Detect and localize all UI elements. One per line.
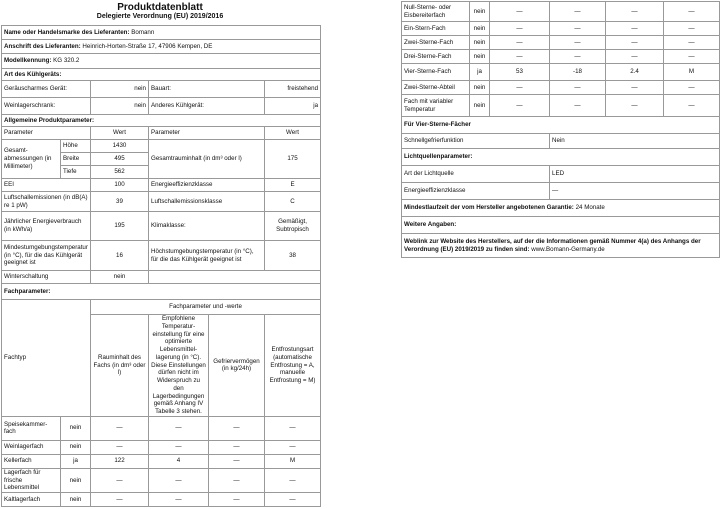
compartment-present: nein [470,36,490,50]
compartment-present: nein [470,2,490,22]
compartment-volume: — [490,50,550,64]
model-value: KG 320.2 [53,57,80,65]
left-compartments [2,416,321,506]
compartment-present: nein [470,95,490,117]
compartment-heading: Fachparameter: [2,284,321,300]
left-compartment-row [2,454,321,468]
warranty-label: Mindestlaufzeit der vom Hersteller angebotenen Garantie: [404,204,574,212]
compartment-freeze: — [606,95,664,117]
left-compartment-row [2,468,321,492]
weblink-label: Weblink zur Website des Herstellers, auf der die Informationen gemäß Nummer 4(a) des Anhangs der Verordnung (EU) 2019/2019 zu finden sind: [404,237,701,253]
warranty-value: 24 Monate [575,204,605,212]
min-temp-label: Mindestumgebungstemperatur (in °C), für die das Kühlgerät geeignet ist [2,241,91,271]
wine-other-row [2,98,321,115]
annual-label: Jährlicher Energieverbrauch (in kWh/a) [2,212,91,241]
compartment-defrost: — [664,81,720,95]
compartment-defrost: — [664,50,720,64]
compartment-params-row [2,300,321,315]
compartment-present: nein [61,493,91,507]
height-label: Höhe [61,140,91,153]
compartment-volume: — [490,2,550,22]
compartment-defrost: — [664,22,720,36]
warranty-row [402,200,720,217]
quiet-label: Geräuscharmes Gerät: [2,81,91,98]
compartment-freeze: — [209,493,265,507]
compartment-freeze: — [606,50,664,64]
compartment-temp: — [149,440,209,454]
eei-value: 100 [91,179,149,192]
left-compartment-row [2,440,321,454]
compartment-freeze: — [209,416,265,440]
width-label: Breite [61,153,91,166]
right-compartment-row [402,36,720,50]
compartment-temp: — [550,95,606,117]
fast-freeze-row [402,134,720,149]
light-class-row [402,183,720,200]
compartment-present: nein [470,50,490,64]
address-value: Heinrich-Horten-Straße 17, 47906 Kempen, DE [82,42,213,50]
compartment-present: ja [470,64,490,81]
supplier-value: Bomann [131,28,155,36]
compartment-temp: — [550,50,606,64]
compartment-name: Kaltlagerfach [2,493,61,507]
width-value: 495 [91,153,149,166]
right-compartment-row [402,95,720,117]
compartment-temp: — [149,416,209,440]
col-freeze-header: Gefriervermögen (in kg/24h) [209,315,265,417]
fast-freeze-value: Nein [550,134,720,149]
compartment-name: Lagerfach für frische Lebensmittel [2,468,61,492]
compartment-defrost: M [265,454,321,468]
compartment-name: Vier-Sterne-Fach [402,64,470,81]
fridge-type-heading: Art des Kühlgeräts: [2,69,321,81]
compartment-volume: — [91,468,149,492]
compartment-temp: — [550,36,606,50]
compartment-defrost: — [265,468,321,492]
compartment-volume: — [91,493,149,507]
compartment-name: Fach mit variabler Temperatur [402,95,470,117]
noise-label: Luftschallemissionen (in dB(A) re 1 pW) [2,192,91,212]
depth-label: Tiefe [61,166,91,179]
compartment-defrost: M [664,64,720,81]
left-compartment-row [2,416,321,440]
light-heading-row [402,149,720,166]
min-temp-value: 16 [91,241,149,271]
col-defrost-header: Entfrostungsart (automatische Entfrostung = A, manuelle Entfrostung = M) [265,315,321,417]
supplier-row [2,26,321,40]
param-header-left: Parameter [2,127,91,140]
wine-label: Weinlagerschrank: [2,98,91,115]
compartment-params-label: Fachparameter und -werte [91,300,321,315]
compartment-temp: — [550,2,606,22]
param-header-row [2,127,321,140]
fast-freeze-label: Schnellgefrierfunktion [402,134,550,149]
address-label: Anschrift des Lieferanten: [4,42,81,50]
compartment-freeze: — [606,2,664,22]
further-heading-row [402,217,720,234]
compartment-temp: — [149,468,209,492]
compartment-temp: 4 [149,454,209,468]
further-heading: Weitere Angaben: [402,217,720,234]
compartment-present: nein [61,416,91,440]
weblink-row [402,234,720,258]
compartment-name: Weinlagerfach [2,440,61,454]
winter-row [2,271,321,284]
compartment-volume: — [490,95,550,117]
compartment-freeze: — [209,468,265,492]
max-temp-value: 38 [265,241,321,271]
right-compartment-row [402,64,720,81]
compartment-volume: — [91,416,149,440]
compartment-volume: 122 [91,454,149,468]
compartment-defrost: — [265,440,321,454]
compartment-present: nein [61,440,91,454]
compartment-present: ja [61,454,91,468]
compartment-freeze: — [209,454,265,468]
compartment-name: Zwei-Sterne-Abteil [402,81,470,95]
compartment-name: Null-Sterne- oder Eisbereiterfach [402,2,470,22]
energy-class-label: Energieeffizienzklasse [149,179,265,192]
volume-value: 175 [265,140,321,179]
compartment-name: Drei-Sterne-Fach [402,50,470,64]
model-label: Modellkennung: [4,57,52,65]
general-heading-row [2,115,321,127]
noise-class-value: C [265,192,321,212]
compartment-temp: — [550,81,606,95]
compartment-volume: — [490,22,550,36]
annual-row [2,212,321,241]
left-compartment-row [2,493,321,507]
sheet-subtitle: Delegierte Verordnung (EU) 2019/2016 [96,13,224,20]
compartment-defrost: — [265,416,321,440]
volume-label: Gesamtrauminhalt (in dm³ oder l) [149,140,265,179]
climate-label: Klimaklasse: [149,212,265,241]
height-row [2,140,321,153]
compartment-name: Ein-Stern-Fach [402,22,470,36]
height-value: 1430 [91,140,149,153]
compartment-freeze: — [209,440,265,454]
four-star-heading-row [402,117,720,134]
sheet-title: Produktdatenblatt [117,2,203,13]
compartment-heading-row [2,284,321,300]
temperature-row [2,241,321,271]
other-value: ja [265,98,321,115]
compartment-volume: — [490,36,550,50]
noise-class-label: Luftschallemissionsklasse [149,192,265,212]
compartment-name: Speisekammer-fach [2,416,61,440]
light-type-label: Art der Lichtquelle [402,166,550,183]
compartment-defrost: — [265,493,321,507]
light-class-value: — [550,183,720,200]
annual-value: 195 [91,212,149,241]
general-heading: Allgemeine Produktparameter: [2,115,321,127]
right-compartment-row [402,22,720,36]
noise-value: 39 [91,192,149,212]
right-compartments [402,2,720,117]
left-datasheet-table [1,25,321,507]
winter-label: Winterschaltung [2,271,91,284]
weblink-value: www.Bomann-Germany.de [531,245,605,253]
compartment-temp: — [149,493,209,507]
four-star-heading: Für Vier-Sterne-Fächer [402,117,720,134]
compartment-name: Kellerfach [2,454,61,468]
right-compartment-row [402,50,720,64]
compartment-freeze: — [606,22,664,36]
quiet-value: nein [91,81,149,98]
light-type-value: LED [550,166,720,183]
fridge-type-heading-row [2,69,321,81]
right-compartment-row [402,2,720,22]
value-header-left: Wert [91,127,149,140]
winter-value: nein [91,271,149,284]
compartment-volume: — [490,81,550,95]
address-row [2,40,321,54]
compartment-present: nein [61,468,91,492]
build-label: Bauart: [149,81,265,98]
compartment-volume: 53 [490,64,550,81]
build-value: freistehend [265,81,321,98]
max-temp-label: Höchstumgebungstemperatur (in °C), für die das Kühlgerät geeignet ist [149,241,265,271]
eei-label: EEI [2,179,91,192]
dimensions-label: Gesamt-abmessungen (in Millimeter) [2,140,61,179]
param-header-right: Parameter [149,127,265,140]
light-heading: Lichtquellenparameter: [402,149,720,166]
col-volume-header: Rauminhalt des Fachs (in dm³ oder l) [91,315,149,417]
depth-value: 562 [91,166,149,179]
value-header-right: Wert [265,127,321,140]
energy-class-value: E [265,179,321,192]
light-class-label: Energieeffizienzklasse [402,183,550,200]
compartment-defrost: — [664,36,720,50]
compartment-temp: — [550,22,606,36]
climate-value: Gemäßigt, Subtropisch [265,212,321,241]
compartment-volume: — [91,440,149,454]
compartment-defrost: — [664,2,720,22]
other-label: Anderes Kühlgerät: [149,98,265,115]
wine-value: nein [91,98,149,115]
compartment-name: Zwei-Sterne-Fach [402,36,470,50]
compartment-freeze: 2.4 [606,64,664,81]
compartment-freeze: — [606,36,664,50]
model-row [2,54,321,69]
supplier-label: Name oder Handelsmarke des Lieferanten: [4,28,130,36]
compartment-present: nein [470,22,490,36]
col-temp-header: Empfohlene Temperatur-einstellung für eine optimierte Lebensmittel-lagerung (in °C). Diese Einstellungen dürfen nicht im Widerspruch zu den Lagerbedingungen gemäß Anhang IV Tabelle 3 stehen. [149,315,209,417]
compartment-present: nein [470,81,490,95]
right-datasheet-table [401,1,720,258]
compartment-type-label: Fachtyp [2,300,91,417]
compartment-temp: -18 [550,64,606,81]
compartment-defrost: — [664,95,720,117]
compartment-freeze: — [606,81,664,95]
light-type-row [402,166,720,183]
right-compartment-row [402,81,720,95]
noise-row [2,192,321,212]
quiet-build-row [2,81,321,98]
eei-row [2,179,321,192]
